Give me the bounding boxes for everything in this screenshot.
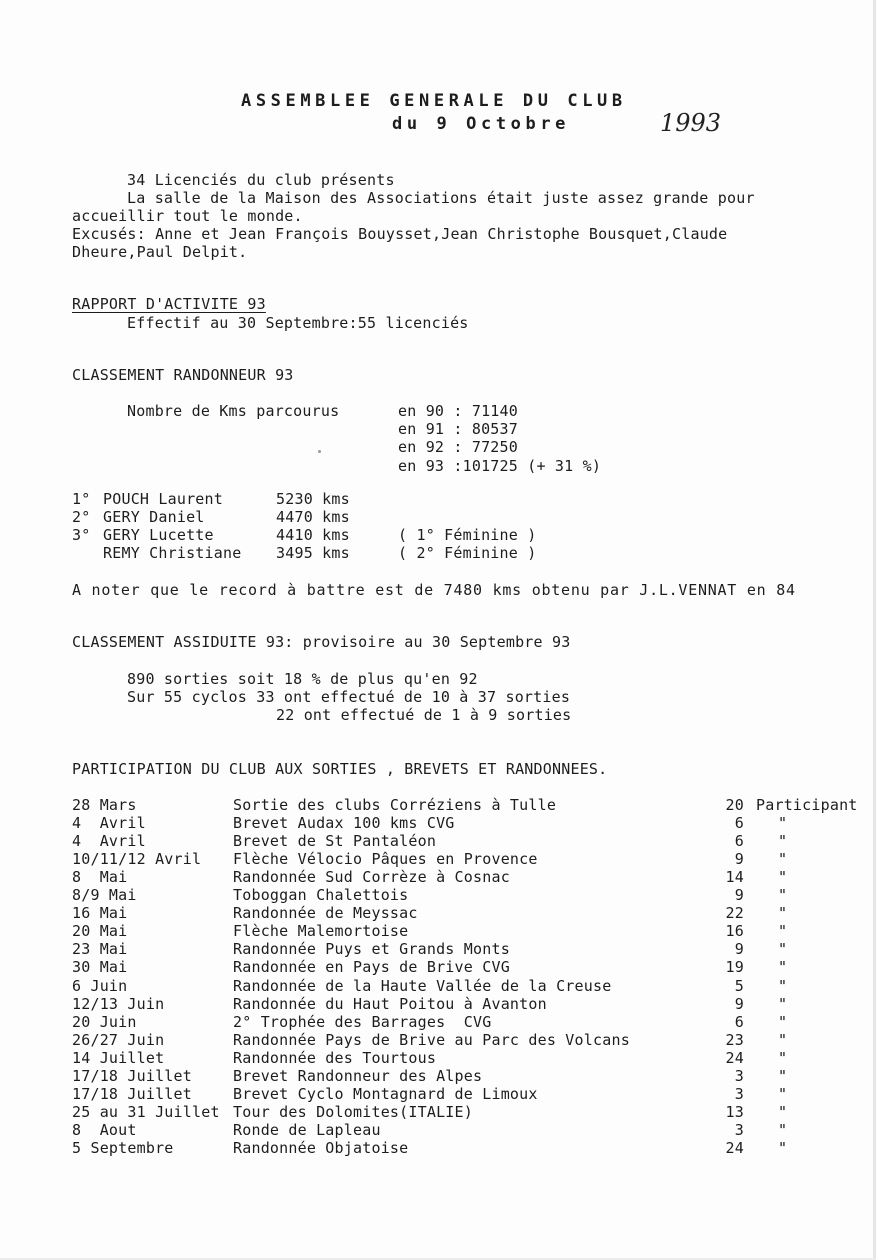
participation-count: 3 <box>734 1067 744 1085</box>
ditto-mark: " <box>778 1031 788 1049</box>
participation-date: 28 Mars <box>72 796 137 814</box>
participation-count: 6 <box>734 814 744 832</box>
ranking-position: 2° <box>72 508 91 526</box>
participation-event: Randonnée en Pays de Brive CVG <box>233 958 510 976</box>
ditto-mark: " <box>778 850 788 868</box>
ranking-kms: 4470 kms <box>276 508 350 526</box>
intro-excused-line2: Dheure,Paul Delpit. <box>72 243 248 261</box>
intro-attendance: 34 Licenciés du club présents <box>127 171 395 189</box>
ranking-kms: 3495 kms <box>276 544 350 562</box>
participation-event: Brevet de St Pantaléon <box>233 832 437 850</box>
participation-date: 25 au 31 Juillet <box>72 1103 220 1121</box>
ranking-position: 1° <box>72 490 91 508</box>
participation-event: Randonnée Objatoise <box>233 1139 409 1157</box>
document-title: ASSEMBLEE GENERALE DU CLUB <box>241 91 627 111</box>
rapport-heading: RAPPORT D'ACTIVITE 93 <box>72 295 266 313</box>
ditto-mark: " <box>778 1049 788 1067</box>
participation-event: Toboggan Chalettois <box>233 886 409 904</box>
participation-count: 6 <box>734 1013 744 1031</box>
participation-date: 4 Avril <box>72 814 146 832</box>
participation-date: 17/18 Juillet <box>72 1085 192 1103</box>
participation-event: Randonnée de Meyssac <box>233 904 418 922</box>
participation-event: Brevet Audax 100 kms CVG <box>233 814 455 832</box>
handwritten-year: 1993 <box>660 109 722 137</box>
ditto-mark: " <box>778 977 788 995</box>
participation-event: Flèche Malemortoise <box>233 922 409 940</box>
assiduite-heading: CLASSEMENT ASSIDUITE 93: provisoire au 30 Septembre 93 <box>72 633 571 651</box>
participation-count: 3 <box>734 1121 744 1139</box>
participation-event: Randonnée Puys et Grands Monts <box>233 940 510 958</box>
ditto-mark: " <box>778 886 788 904</box>
participation-count: 3 <box>734 1085 744 1103</box>
kms-row: en 91 : 80537 <box>398 420 518 438</box>
participation-date: 10/11/12 Avril <box>72 850 202 868</box>
participation-date: 14 Juillet <box>72 1049 165 1067</box>
ranking-note: ( 1° Féminine ) <box>398 526 537 544</box>
participation-count: 16 <box>725 922 744 940</box>
ditto-mark: " <box>778 1085 788 1103</box>
ranking-position: 3° <box>72 526 91 544</box>
participation-date: 8 Aout <box>72 1121 137 1139</box>
intro-excused-line1: Excusés: Anne et Jean François Bouysset,Jean Christophe Bousquet,Claude <box>72 225 728 243</box>
participation-count: 5 <box>734 977 744 995</box>
ranking-name: REMY Christiane <box>103 544 242 562</box>
assiduite-line: 22 ont effectué de 1 à 9 sorties <box>276 706 572 724</box>
ranking-name: GERY Daniel <box>103 508 205 526</box>
randonneur-heading: CLASSEMENT RANDONNEUR 93 <box>72 366 294 384</box>
kms-label: Nombre de Kms parcourus <box>127 402 340 420</box>
participation-count: 22 <box>725 904 744 922</box>
ditto-mark: " <box>778 832 788 850</box>
assiduite-line: Sur 55 cyclos 33 ont effectué de 10 à 37 sorties <box>127 688 571 706</box>
kms-row: en 93 :101725 (+ 31 %) <box>398 457 602 475</box>
participation-event: Brevet Cyclo Montagnard de Limoux <box>233 1085 538 1103</box>
record-note: A noter que le record à battre est de 7480 kms obtenu par J.L.VENNAT en 84 <box>72 581 796 599</box>
intro-room-line2: accueillir tout le monde. <box>72 207 303 225</box>
participation-event: 2° Trophée des Barrages CVG <box>233 1013 492 1031</box>
ranking-name: POUCH Laurent <box>103 490 223 508</box>
participation-event: Tour des Dolomites(ITALIE) <box>233 1103 473 1121</box>
participation-date: 20 Mai <box>72 922 128 940</box>
participation-count: 19 <box>725 958 744 976</box>
participation-count: 24 <box>725 1049 744 1067</box>
ditto-mark: " <box>778 995 788 1013</box>
participation-count: 9 <box>734 940 744 958</box>
participation-count: 20 <box>725 796 744 814</box>
participation-unit-label: Participant <box>756 796 858 814</box>
rapport-effectif: Effectif au 30 Septembre:55 licenciés <box>127 314 469 332</box>
ditto-mark: " <box>778 868 788 886</box>
participation-event: Ronde de Lapleau <box>233 1121 381 1139</box>
ditto-mark: " <box>778 1139 788 1157</box>
participation-date: 8/9 Mai <box>72 886 137 904</box>
intro-room-line1: La salle de la Maison des Associations était juste assez grande pour <box>127 189 755 207</box>
ditto-mark: " <box>778 1013 788 1031</box>
participation-event: Brevet Randonneur des Alpes <box>233 1067 483 1085</box>
participation-event: Sortie des clubs Corréziens à Tulle <box>233 796 557 814</box>
participation-date: 20 Juin <box>72 1013 137 1031</box>
kms-row: en 92 : 77250 <box>398 438 518 456</box>
ditto-mark: " <box>778 922 788 940</box>
participation-date: 6 Juin <box>72 977 128 995</box>
participation-date: 16 Mai <box>72 904 128 922</box>
participation-count: 9 <box>734 886 744 904</box>
participation-date: 8 Mai <box>72 868 128 886</box>
participation-event: Randonnée Sud Corrèze à Cosnac <box>233 868 510 886</box>
ditto-mark: " <box>778 1067 788 1085</box>
ditto-mark: " <box>778 958 788 976</box>
ranking-kms: 5230 kms <box>276 490 350 508</box>
participation-date: 17/18 Juillet <box>72 1067 192 1085</box>
participation-count: 14 <box>725 868 744 886</box>
participation-event: Randonnée Pays de Brive au Parc des Volcans <box>233 1031 630 1049</box>
assiduite-line: 890 sorties soit 18 % de plus qu'en 92 <box>127 670 478 688</box>
participation-count: 6 <box>734 832 744 850</box>
ditto-mark: " <box>778 904 788 922</box>
ranking-name: GERY Lucette <box>103 526 214 544</box>
participation-date: 26/27 Juin <box>72 1031 165 1049</box>
ditto-mark: " <box>778 1103 788 1121</box>
participation-heading: PARTICIPATION DU CLUB AUX SORTIES , BREVETS ET RANDONNEES. <box>72 760 608 778</box>
participation-event: Randonnée de la Haute Vallée de la Creuse <box>233 977 612 995</box>
ditto-mark: " <box>778 1121 788 1139</box>
participation-date: 5 Septembre <box>72 1139 174 1157</box>
document-date: du 9 Octobre <box>392 114 571 134</box>
kms-row: en 90 : 71140 <box>398 402 518 420</box>
participation-count: 13 <box>725 1103 744 1121</box>
participation-event: Randonnée des Tourtous <box>233 1049 437 1067</box>
participation-count: 9 <box>734 850 744 868</box>
participation-event: Flèche Vélocio Pâques en Provence <box>233 850 538 868</box>
participation-count: 23 <box>725 1031 744 1049</box>
ditto-mark: " <box>778 940 788 958</box>
scan-speck <box>318 450 321 453</box>
participation-count: 9 <box>734 995 744 1013</box>
participation-date: 4 Avril <box>72 832 146 850</box>
ranking-note: ( 2° Féminine ) <box>398 544 537 562</box>
ditto-mark: " <box>778 814 788 832</box>
participation-date: 30 Mai <box>72 958 128 976</box>
participation-count: 24 <box>725 1139 744 1157</box>
ranking-kms: 4410 kms <box>276 526 350 544</box>
participation-date: 12/13 Juin <box>72 995 165 1013</box>
participation-event: Randonnée du Haut Poitou à Avanton <box>233 995 547 1013</box>
participation-date: 23 Mai <box>72 940 128 958</box>
